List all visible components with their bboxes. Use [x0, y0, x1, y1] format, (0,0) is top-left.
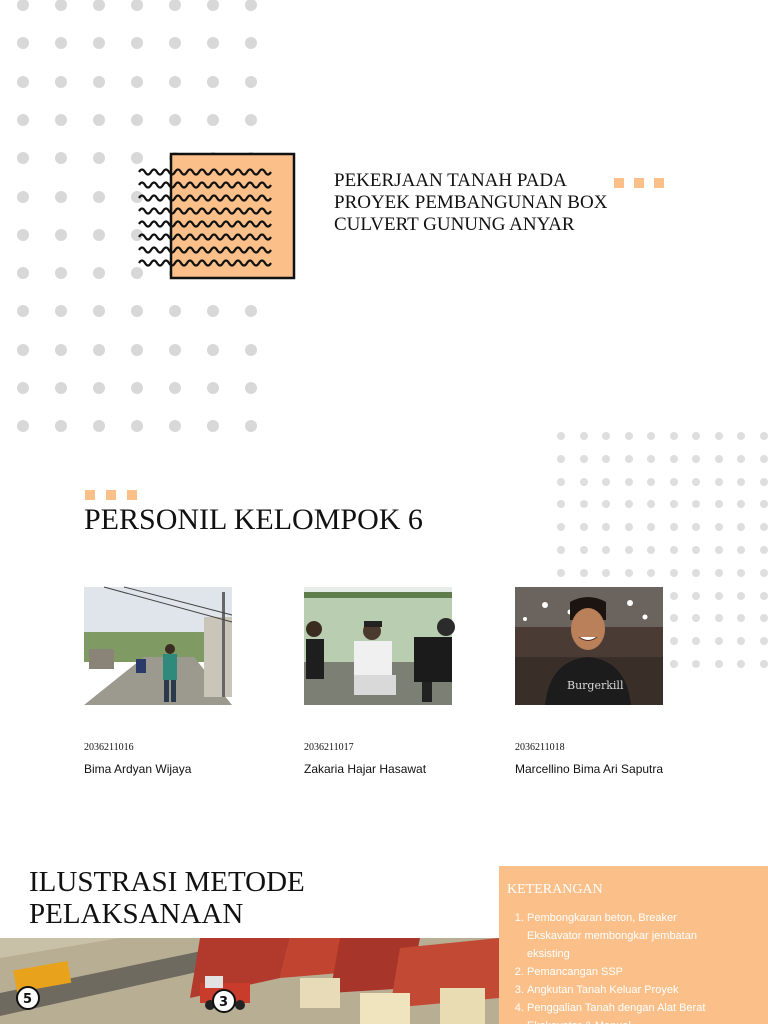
- notes-panel: [499, 866, 768, 1032]
- dot: [760, 500, 768, 508]
- dot: [169, 420, 181, 432]
- dot: [602, 478, 610, 486]
- dot: [647, 500, 655, 508]
- member-nim-2: 2036211017: [304, 742, 354, 753]
- dot: [55, 267, 67, 279]
- dot: [93, 114, 105, 126]
- note-item-3: 3. Angkutan Tanah Keluar Proyek: [527, 981, 727, 999]
- dot: [169, 305, 181, 317]
- decorative-wave-square: [137, 152, 297, 282]
- dot: [131, 0, 143, 11]
- dot: [670, 500, 678, 508]
- dot: [93, 0, 105, 11]
- dot: [55, 344, 67, 356]
- dot: [169, 0, 181, 11]
- dot: [93, 267, 105, 279]
- dot: [557, 523, 565, 531]
- dot: [715, 455, 723, 463]
- dot: [715, 614, 723, 622]
- dot: [647, 455, 655, 463]
- dot: [760, 660, 768, 668]
- dot: [760, 523, 768, 531]
- dot: [131, 76, 143, 88]
- dot: [580, 432, 588, 440]
- dot: [670, 432, 678, 440]
- accent-square: [634, 178, 644, 188]
- dot: [737, 432, 745, 440]
- svg-text:Burgerkill: Burgerkill: [567, 679, 624, 692]
- dot: [17, 37, 29, 49]
- dot: [17, 114, 29, 126]
- dot: [692, 432, 700, 440]
- dot: [760, 637, 768, 645]
- project-title: PEKERJAAN TANAH PADA PROYEK PEMBANGUNAN BOX CULVERT GUNUNG ANYAR: [334, 170, 608, 235]
- accent-square: [106, 490, 116, 500]
- dot: [55, 114, 67, 126]
- dot: [55, 420, 67, 432]
- dot: [207, 420, 219, 432]
- dot: [93, 344, 105, 356]
- accent-square: [654, 178, 664, 188]
- accent-square: [85, 490, 95, 500]
- dot: [169, 114, 181, 126]
- accent-square: [614, 178, 624, 188]
- dot: [602, 569, 610, 577]
- dot: [715, 478, 723, 486]
- dot: [93, 191, 105, 203]
- dot: [131, 382, 143, 394]
- dot: [625, 569, 633, 577]
- dot: [55, 191, 67, 203]
- dot: [55, 76, 67, 88]
- dot: [602, 500, 610, 508]
- member-name-1: Bima Ardyan Wijaya: [84, 762, 192, 776]
- dot: [737, 660, 745, 668]
- dot: [557, 546, 565, 554]
- dot: [760, 569, 768, 577]
- dot: [55, 152, 67, 164]
- dot: [715, 523, 723, 531]
- member-photo-2: [304, 587, 452, 705]
- dot: [692, 614, 700, 622]
- dot: [17, 420, 29, 432]
- dot: [580, 523, 588, 531]
- dot: [245, 0, 257, 11]
- dot: [692, 500, 700, 508]
- dot: [715, 660, 723, 668]
- dot: [625, 455, 633, 463]
- dot: [602, 546, 610, 554]
- dot: [207, 0, 219, 11]
- marker-3: 3: [219, 995, 229, 1010]
- member-nim-1: 2036211016: [84, 742, 134, 753]
- dot: [737, 523, 745, 531]
- dot: [715, 569, 723, 577]
- dot: [245, 420, 257, 432]
- dot: [55, 229, 67, 241]
- dot: [207, 37, 219, 49]
- dot: [245, 382, 257, 394]
- dot: [207, 76, 219, 88]
- dot: [692, 455, 700, 463]
- dot: [93, 305, 105, 317]
- dot: [692, 569, 700, 577]
- dot: [670, 660, 678, 668]
- dot: [580, 478, 588, 486]
- dot: [131, 344, 143, 356]
- dot: [670, 637, 678, 645]
- dot: [17, 344, 29, 356]
- dot: [557, 500, 565, 508]
- dot: [17, 0, 29, 11]
- dot: [169, 37, 181, 49]
- dot: [760, 455, 768, 463]
- dot: [670, 546, 678, 554]
- dot: [207, 344, 219, 356]
- note-item-2: 2. Pemancangan SSP: [527, 963, 727, 981]
- dot: [692, 523, 700, 531]
- dot: [737, 569, 745, 577]
- dot: [207, 114, 219, 126]
- dot: [169, 382, 181, 394]
- dot: [245, 114, 257, 126]
- dot: [93, 420, 105, 432]
- dot: [670, 592, 678, 600]
- dot: [17, 191, 29, 203]
- dot: [737, 455, 745, 463]
- dot: [169, 344, 181, 356]
- member-nim-3: 2036211018: [515, 742, 565, 753]
- dot: [17, 382, 29, 394]
- notes-title: KETERANGAN: [507, 882, 603, 897]
- member-name-3: Marcellino Bima Ari Saputra: [515, 762, 664, 776]
- dot: [670, 523, 678, 531]
- dot: [557, 569, 565, 577]
- dot: [760, 614, 768, 622]
- dot: [580, 455, 588, 463]
- construction-illustration: [0, 938, 499, 1024]
- dot: [55, 37, 67, 49]
- note-item-4: 4. Penggalian Tanah dengan Alat Berat Ekskavator & Manual: [527, 999, 727, 1035]
- dot: [760, 546, 768, 554]
- dot: [557, 432, 565, 440]
- dot: [207, 305, 219, 317]
- dot: [692, 637, 700, 645]
- member-name-2: Zakaria Hajar Hasawat: [304, 762, 427, 776]
- method-title: ILUSTRASI METODE PELAKSANAAN: [29, 866, 305, 930]
- dot: [93, 152, 105, 164]
- dot: [17, 267, 29, 279]
- note-item-1: 1. Pembongkaran beton, Breaker Ekskavator membongkar jembatan eksisting: [527, 909, 727, 963]
- member-photo-3: [515, 587, 663, 705]
- dot: [602, 523, 610, 531]
- dot: [625, 546, 633, 554]
- dot: [55, 382, 67, 394]
- dot: [715, 592, 723, 600]
- dot: [715, 432, 723, 440]
- dot: [93, 76, 105, 88]
- dot: [625, 478, 633, 486]
- dot: [692, 546, 700, 554]
- dot: [692, 660, 700, 668]
- dot: [245, 76, 257, 88]
- dot: [760, 478, 768, 486]
- dot: [17, 76, 29, 88]
- dot: [647, 569, 655, 577]
- dot: [245, 37, 257, 49]
- dot: [17, 229, 29, 241]
- dot: [670, 614, 678, 622]
- notes-list: [509, 909, 727, 1035]
- dot: [737, 500, 745, 508]
- dot: [647, 432, 655, 440]
- dot: [715, 500, 723, 508]
- dot: [715, 546, 723, 554]
- dot: [245, 344, 257, 356]
- dot: [580, 569, 588, 577]
- dot: [692, 478, 700, 486]
- dot: [580, 546, 588, 554]
- dot: [55, 0, 67, 11]
- dot: [737, 478, 745, 486]
- dot: [647, 546, 655, 554]
- dot: [692, 592, 700, 600]
- dot: [602, 432, 610, 440]
- dot: [557, 478, 565, 486]
- dot: [737, 546, 745, 554]
- dot: [647, 523, 655, 531]
- dot: [670, 455, 678, 463]
- dot: [670, 478, 678, 486]
- member-photo-1: [84, 587, 232, 705]
- dot: [131, 37, 143, 49]
- dot: [602, 455, 610, 463]
- dot: [17, 152, 29, 164]
- members-title: PERSONIL KELOMPOK 6: [84, 503, 423, 536]
- dot: [131, 114, 143, 126]
- marker-5: 5: [23, 992, 33, 1007]
- dot: [760, 592, 768, 600]
- dot: [580, 500, 588, 508]
- dot: [625, 432, 633, 440]
- dot: [131, 305, 143, 317]
- dot: [169, 76, 181, 88]
- dot: [93, 382, 105, 394]
- dot: [557, 455, 565, 463]
- dot: [207, 382, 219, 394]
- dot: [760, 432, 768, 440]
- dot: [245, 305, 257, 317]
- dot: [737, 614, 745, 622]
- dot: [55, 305, 67, 317]
- dot: [647, 478, 655, 486]
- dot: [737, 592, 745, 600]
- dot: [93, 37, 105, 49]
- dot: [670, 569, 678, 577]
- accent-square: [127, 490, 137, 500]
- dot: [93, 229, 105, 241]
- dot: [737, 637, 745, 645]
- dot: [17, 305, 29, 317]
- dot: [625, 500, 633, 508]
- dot: [715, 637, 723, 645]
- dot: [625, 523, 633, 531]
- dot: [131, 420, 143, 432]
